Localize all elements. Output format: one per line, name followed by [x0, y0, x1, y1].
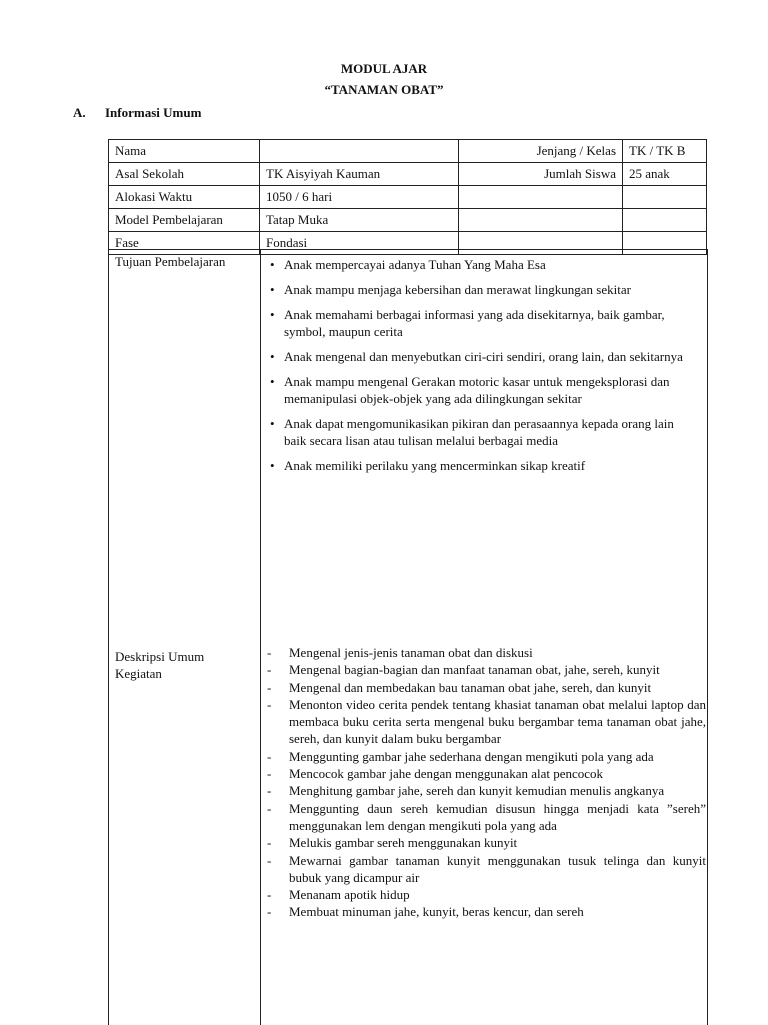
info-table — [108, 139, 707, 255]
list-item: - Menghitung gambar jahe, sereh dan kunyit kemudian menulis angkanya — [267, 782, 706, 799]
list-item: • Anak memahami berbagai informasi yang ada disekitarnya, baik gambar, symbol, maupun cerita — [269, 306, 699, 340]
list-item: - Menanam apotik hidup — [267, 886, 706, 903]
table-cell: Alokasi Waktu — [109, 186, 260, 209]
list-item: - Menggunting gambar jahe sederhana dengan mengikuti pola yang ada — [267, 748, 706, 765]
table-cell: Fondasi — [260, 232, 459, 255]
section-title: Informasi Umum — [105, 105, 202, 120]
section-heading — [73, 105, 201, 121]
list-item: • Anak mengenal dan menyebutkan ciri-ciri sendiri, orang lain, dan sekitarnya — [269, 348, 699, 365]
content-block — [108, 249, 708, 1025]
table-cell: Asal Sekolah — [109, 163, 260, 186]
list-item: - Mewarnai gambar tanaman kunyit menggunakan tusuk telinga dan kunyit bubuk yang dicampur air — [267, 852, 706, 887]
table-cell — [459, 186, 623, 209]
table-cell: 25 anak — [623, 163, 707, 186]
list-item: - Mengenal bagian-bagian dan manfaat tanaman obat, jahe, sereh, kunyit — [267, 661, 706, 678]
table-cell: Model Pembelajaran — [109, 209, 260, 232]
table-row — [109, 186, 707, 209]
tujuan-label: Tujuan Pembelajaran — [115, 254, 226, 269]
table-cell — [623, 209, 707, 232]
table-cell: TK Aisyiyah Kauman — [260, 163, 459, 186]
table-row — [109, 209, 707, 232]
table-cell: Tatap Muka — [260, 209, 459, 232]
table-cell — [459, 209, 623, 232]
list-item: - Mengenal jenis-jenis tanaman obat dan diskusi — [267, 644, 706, 661]
table-cell: Jenjang / Kelas — [459, 140, 623, 163]
list-item: • Anak memiliki perilaku yang mencerminkan sikap kreatif — [269, 457, 699, 474]
list-item: - Mengenal dan membedakan bau tanaman obat jahe, sereh, dan kunyit — [267, 679, 706, 696]
list-item: - Melukis gambar sereh menggunakan kunyit — [267, 834, 706, 851]
list-item: • Anak mampu menjaga kebersihan dan merawat lingkungan sekitar — [269, 281, 699, 298]
table-cell: Nama — [109, 140, 260, 163]
list-item: • Anak mampu mengenal Gerakan motoric kasar untuk mengeksplorasi dan memanipulasi objek-objek yang ada dilingkungan sekitar — [269, 373, 699, 407]
deskripsi-list — [267, 644, 706, 921]
deskripsi-label: Deskripsi Umum Kegiatan — [115, 649, 205, 681]
table-row — [109, 163, 707, 186]
list-item: - Membuat minuman jahe, kunyit, beras kencur, dan sereh — [267, 903, 706, 920]
column-divider — [260, 250, 261, 1025]
list-item: - Menonton video cerita pendek tentang khasiat tanaman obat melalui laptop dan membaca buku cerita serta mengenal buku bergambar tema tanaman obat jahe, sereh, dan kunyit dalam buku bergambar — [267, 696, 706, 748]
document-title: MODUL AJAR — [340, 61, 428, 76]
list-item: - Menggunting daun sereh kemudian disusun hingga menjadi kata ”sereh” menggunakan lem dengan mengikuti pola yang ada — [267, 800, 706, 835]
table-cell: Jumlah Siswa — [459, 163, 623, 186]
list-item: - Mencocok gambar jahe dengan menggunakan alat pencocok — [267, 765, 706, 782]
table-cell: Fase — [109, 232, 260, 255]
section-number: A. — [73, 105, 86, 120]
document-subtitle: “TANAMAN OBAT” — [324, 82, 444, 97]
table-row — [109, 140, 707, 163]
list-item: • Anak dapat mengomunikasikan pikiran dan perasaannya kepada orang lain baik secara lisan atau tulisan melalui berbagai media — [269, 415, 699, 449]
table-cell: 1050 / 6 hari — [260, 186, 459, 209]
tujuan-list — [269, 256, 699, 482]
list-item: • Anak mempercayai adanya Tuhan Yang Maha Esa — [269, 256, 699, 273]
table-cell — [260, 140, 459, 163]
table-cell — [623, 186, 707, 209]
table-cell: TK / TK B — [623, 140, 707, 163]
